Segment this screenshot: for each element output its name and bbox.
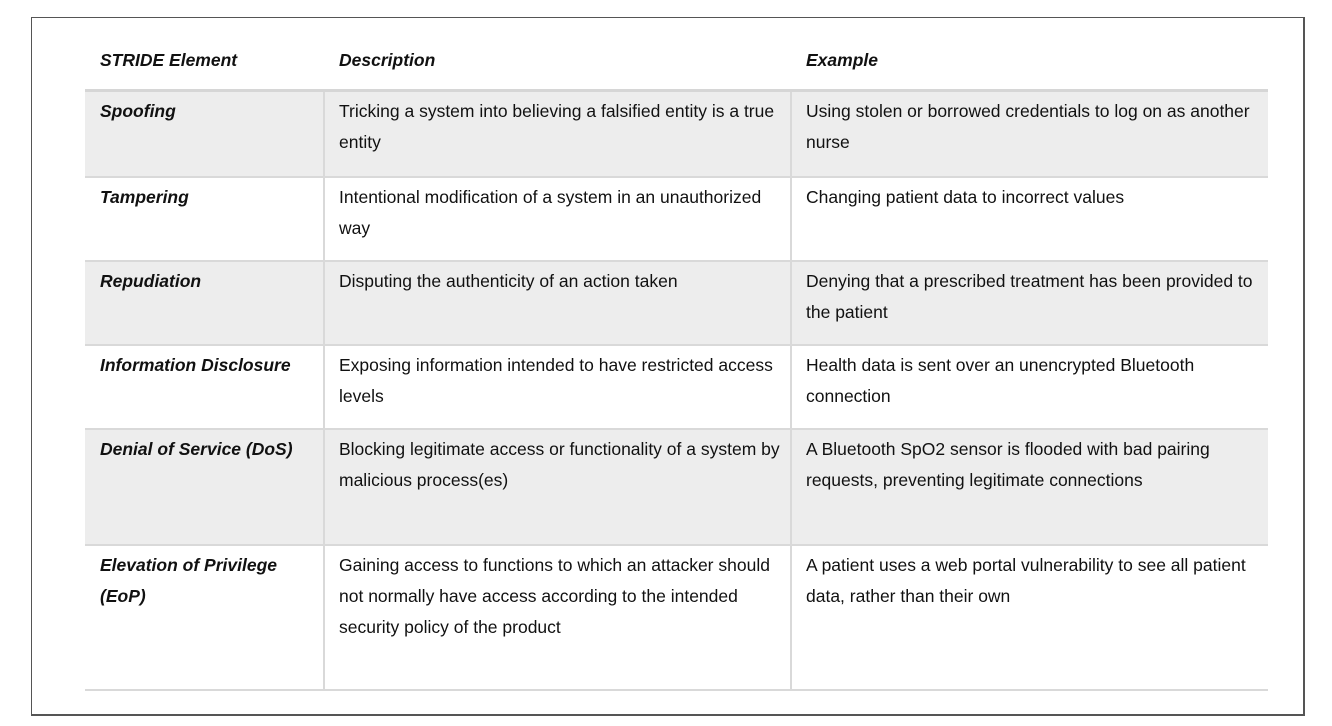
table-row-spoofing xyxy=(85,91,1268,178)
header-stride-element: STRIDE Element xyxy=(85,32,324,91)
element-name: Tampering xyxy=(85,177,324,261)
element-example: A patient uses a web portal vulnerability to see all patient data, rather than their own xyxy=(791,545,1268,690)
table-row-tampering xyxy=(85,177,1268,261)
element-description: Tricking a system into believing a falsified entity is a true entity xyxy=(324,91,791,178)
table-row-repudiation xyxy=(85,261,1268,345)
element-description: Disputing the authenticity of an action taken xyxy=(324,261,791,345)
element-example: A Bluetooth SpO2 sensor is flooded with bad pairing requests, preventing legitimate connections xyxy=(791,429,1268,545)
element-example: Changing patient data to incorrect values xyxy=(791,177,1268,261)
table-row-elevation-of-privilege xyxy=(85,545,1268,690)
element-name: Information Disclosure xyxy=(85,345,324,429)
element-description: Gaining access to functions to which an attacker should not normally have access according to the intended security policy of the product xyxy=(324,545,791,690)
stride-table xyxy=(85,32,1268,691)
element-description: Blocking legitimate access or functionality of a system by malicious process(es) xyxy=(324,429,791,545)
element-example: Denying that a prescribed treatment has been provided to the patient xyxy=(791,261,1268,345)
table-header-row xyxy=(85,32,1268,91)
header-example: Example xyxy=(791,32,1268,91)
element-description: Intentional modification of a system in an unauthorized way xyxy=(324,177,791,261)
element-name: Denial of Service (DoS) xyxy=(85,429,324,545)
element-name: Spoofing xyxy=(85,91,324,178)
element-name: Elevation of Privilege (EoP) xyxy=(85,545,324,690)
header-description: Description xyxy=(324,32,791,91)
table-row-denial-of-service xyxy=(85,429,1268,545)
element-description: Exposing information intended to have restricted access levels xyxy=(324,345,791,429)
element-example: Health data is sent over an unencrypted Bluetooth connection xyxy=(791,345,1268,429)
element-example: Using stolen or borrowed credentials to log on as another nurse xyxy=(791,91,1268,178)
element-name: Repudiation xyxy=(85,261,324,345)
table-row-information-disclosure xyxy=(85,345,1268,429)
